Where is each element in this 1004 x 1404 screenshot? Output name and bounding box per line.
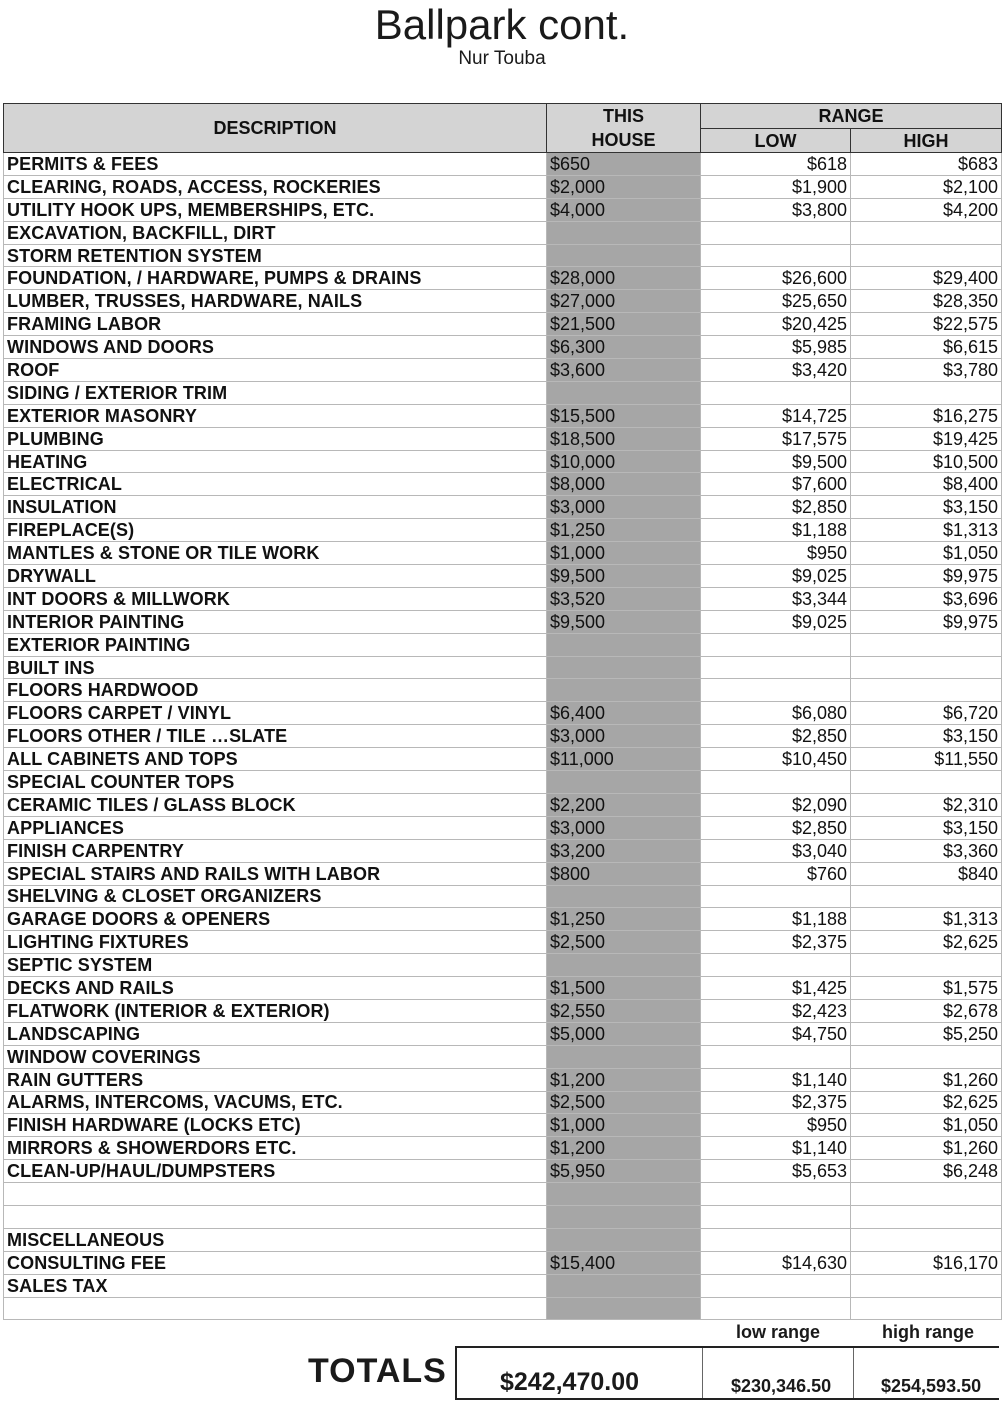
table-row [4,359,1002,382]
table-row [4,1068,1002,1091]
row-this-house: $3,000 [547,725,701,748]
row-description: EXCAVATION, BACKFILL, DIRT [4,221,547,244]
row-this-house [547,244,701,267]
row-this-house [547,1228,701,1251]
row-description: PERMITS & FEES [4,153,547,176]
table-row [4,496,1002,519]
row-high: $4,200 [851,198,1002,221]
row-this-house: $6,300 [547,336,701,359]
row-low: $3,040 [701,839,851,862]
row-description: FLATWORK (INTERIOR & EXTERIOR) [4,999,547,1022]
table-row [4,267,1002,290]
row-high: $16,275 [851,404,1002,427]
row-low: $7,600 [701,473,851,496]
row-high [851,679,1002,702]
row-low: $25,650 [701,290,851,313]
table-row [4,1114,1002,1137]
row-description [4,1297,547,1320]
table-row [4,1297,1002,1320]
row-low [701,1205,851,1228]
table-row [4,290,1002,313]
row-description: WINDOW COVERINGS [4,1045,547,1068]
row-high: $10,500 [851,450,1002,473]
row-description: SPECIAL STAIRS AND RAILS WITH LABOR [4,862,547,885]
table-row [4,175,1002,198]
row-this-house: $27,000 [547,290,701,313]
row-low: $2,850 [701,816,851,839]
row-this-house [547,381,701,404]
row-high [851,1228,1002,1251]
row-description [4,1205,547,1228]
row-low [701,1183,851,1206]
row-high [851,381,1002,404]
row-this-house [547,1045,701,1068]
table-row [4,748,1002,771]
table-row [4,313,1002,336]
table-row [4,565,1002,588]
row-this-house [547,633,701,656]
row-this-house: $1,000 [547,1114,701,1137]
row-description: FLOORS HARDWOOD [4,679,547,702]
table-row [4,450,1002,473]
row-this-house [547,1297,701,1320]
row-high: $3,360 [851,839,1002,862]
row-this-house: $9,500 [547,610,701,633]
row-high: $1,260 [851,1068,1002,1091]
row-high [851,221,1002,244]
this-house-header-line1: THIS [603,106,645,126]
row-description: FLOORS CARPET / VINYL [4,702,547,725]
row-low: $1,188 [701,908,851,931]
table-row [4,1205,1002,1228]
row-description: WINDOWS AND DOORS [4,336,547,359]
row-description: SEPTIC SYSTEM [4,954,547,977]
row-high: $6,615 [851,336,1002,359]
table-row [4,1137,1002,1160]
row-this-house: $18,500 [547,427,701,450]
row-description: INSULATION [4,496,547,519]
table-body [4,153,1002,1320]
range-header: RANGE [701,104,1002,129]
row-description: RAIN GUTTERS [4,1068,547,1091]
row-description: DRYWALL [4,565,547,588]
table-row [4,931,1002,954]
row-this-house: $3,600 [547,359,701,382]
row-low: $9,025 [701,610,851,633]
row-this-house: $6,400 [547,702,701,725]
row-low: $1,425 [701,977,851,1000]
row-high [851,244,1002,267]
total-low: $230,346.50 [731,1376,832,1396]
row-low: $2,375 [701,1091,851,1114]
row-description: MISCELLANEOUS [4,1228,547,1251]
page-subtitle: Nur Touba [458,48,546,69]
row-low: $3,420 [701,359,851,382]
table-header [4,104,1002,153]
row-description: HEATING [4,450,547,473]
row-description: SIDING / EXTERIOR TRIM [4,381,547,404]
row-high: $29,400 [851,267,1002,290]
row-low: $17,575 [701,427,851,450]
row-high: $5,250 [851,1022,1002,1045]
row-this-house: $2,550 [547,999,701,1022]
row-description: FIREPLACE(S) [4,519,547,542]
row-low: $2,375 [701,931,851,954]
table-row [4,1091,1002,1114]
row-description: FINISH HARDWARE (LOCKS ETC) [4,1114,547,1137]
totals-section [0,1322,1004,1404]
row-description: CLEARING, ROADS, ACCESS, ROCKERIES [4,175,547,198]
row-this-house: $2,500 [547,931,701,954]
row-this-house: $21,500 [547,313,701,336]
row-this-house [547,679,701,702]
row-low: $9,500 [701,450,851,473]
row-high: $11,550 [851,748,1002,771]
row-high [851,1205,1002,1228]
row-high: $3,696 [851,587,1002,610]
row-low: $5,985 [701,336,851,359]
row-low: $3,344 [701,587,851,610]
row-description: FINISH CARPENTRY [4,839,547,862]
table-row [4,816,1002,839]
row-description: LANDSCAPING [4,1022,547,1045]
row-description: ELECTRICAL [4,473,547,496]
totals-divider [702,1348,703,1398]
row-this-house: $5,950 [547,1160,701,1183]
row-high: $1,313 [851,908,1002,931]
row-this-house: $28,000 [547,267,701,290]
row-description: CLEAN-UP/HAUL/DUMPSTERS [4,1160,547,1183]
row-high: $16,170 [851,1251,1002,1274]
row-description: SHELVING & CLOSET ORGANIZERS [4,885,547,908]
row-description: LIGHTING FIXTURES [4,931,547,954]
table-row [4,679,1002,702]
row-description: GARAGE DOORS & OPENERS [4,908,547,931]
table-row [4,427,1002,450]
row-low: $14,725 [701,404,851,427]
row-description: BUILT INS [4,656,547,679]
row-description [4,1183,547,1206]
table-row [4,1251,1002,1274]
table-row [4,771,1002,794]
table-row [4,381,1002,404]
table-row [4,793,1002,816]
this-house-header-line2: HOUSE [591,130,656,150]
row-low: $1,140 [701,1068,851,1091]
high-range-label: high range [881,1322,974,1342]
row-high [851,1045,1002,1068]
row-low: $2,850 [701,725,851,748]
row-this-house: $5,000 [547,1022,701,1045]
row-this-house: $1,200 [547,1068,701,1091]
row-this-house: $650 [547,153,701,176]
row-this-house [547,1274,701,1297]
row-description: ROOF [4,359,547,382]
row-high: $19,425 [851,427,1002,450]
row-high: $6,248 [851,1160,1002,1183]
row-description: APPLIANCES [4,816,547,839]
row-low: $1,900 [701,175,851,198]
row-high: $3,150 [851,496,1002,519]
totals-divider [853,1348,854,1398]
row-description: FOUNDATION, / HARDWARE, PUMPS & DRAINS [4,267,547,290]
row-this-house [547,221,701,244]
row-low [701,221,851,244]
table-row [4,1045,1002,1068]
total-this-house: $242,470.00 [500,1368,640,1396]
low-range-label: low range [735,1322,820,1342]
row-this-house: $3,200 [547,839,701,862]
row-this-house [547,656,701,679]
row-low: $20,425 [701,313,851,336]
row-low: $950 [701,542,851,565]
table-row [4,1274,1002,1297]
row-high: $2,100 [851,175,1002,198]
row-low: $4,750 [701,1022,851,1045]
row-low [701,1274,851,1297]
table-row [4,1228,1002,1251]
row-high: $840 [851,862,1002,885]
row-description: SPECIAL COUNTER TOPS [4,771,547,794]
row-low: $26,600 [701,267,851,290]
row-high: $2,310 [851,793,1002,816]
row-this-house [547,954,701,977]
table-row [4,977,1002,1000]
row-description: MIRRORS & SHOWERDORS ETC. [4,1137,547,1160]
row-this-house: $2,500 [547,1091,701,1114]
row-description: INTERIOR PAINTING [4,610,547,633]
row-description: MANTLES & STONE OR TILE WORK [4,542,547,565]
this-house-header [547,104,701,153]
row-description: SALES TAX [4,1274,547,1297]
row-high [851,1297,1002,1320]
row-low [701,656,851,679]
table-row [4,198,1002,221]
row-this-house [547,771,701,794]
row-low: $2,850 [701,496,851,519]
row-description: UTILITY HOOK UPS, MEMBERSHIPS, ETC. [4,198,547,221]
table-row [4,1183,1002,1206]
low-header: LOW [701,129,851,153]
row-low [701,244,851,267]
row-low: $950 [701,1114,851,1137]
row-low: $9,025 [701,565,851,588]
row-high: $22,575 [851,313,1002,336]
row-low [701,633,851,656]
table-row [4,885,1002,908]
row-high [851,771,1002,794]
row-high: $683 [851,153,1002,176]
table-row [4,153,1002,176]
table-row [4,908,1002,931]
row-low: $10,450 [701,748,851,771]
row-this-house: $2,200 [547,793,701,816]
totals-label: TOTALS [308,1352,447,1390]
page-title: Ballpark cont. [374,1,630,48]
table-row [4,954,1002,977]
row-this-house: $1,000 [547,542,701,565]
table-row [4,336,1002,359]
table-row [4,221,1002,244]
row-description: CONSULTING FEE [4,1251,547,1274]
row-low: $2,090 [701,793,851,816]
row-high [851,633,1002,656]
table-row [4,1160,1002,1183]
row-this-house: $1,250 [547,519,701,542]
row-this-house: $15,500 [547,404,701,427]
row-this-house: $2,000 [547,175,701,198]
row-high: $1,050 [851,542,1002,565]
row-low: $618 [701,153,851,176]
row-description: FRAMING LABOR [4,313,547,336]
table-row [4,519,1002,542]
row-this-house: $1,500 [547,977,701,1000]
row-this-house: $1,200 [547,1137,701,1160]
row-high: $1,313 [851,519,1002,542]
row-low [701,1297,851,1320]
row-low [701,1045,851,1068]
table-row [4,656,1002,679]
description-header: DESCRIPTION [4,104,547,153]
row-high: $3,150 [851,725,1002,748]
row-description: EXTERIOR MASONRY [4,404,547,427]
row-this-house: $800 [547,862,701,885]
table-row [4,1022,1002,1045]
row-high: $1,260 [851,1137,1002,1160]
row-high: $3,150 [851,816,1002,839]
row-low: $1,140 [701,1137,851,1160]
row-description: ALARMS, INTERCOMS, VACUMS, ETC. [4,1091,547,1114]
row-low [701,885,851,908]
row-this-house: $9,500 [547,565,701,588]
table-row [4,633,1002,656]
row-low: $3,800 [701,198,851,221]
row-this-house: $8,000 [547,473,701,496]
table-row [4,725,1002,748]
row-high: $9,975 [851,565,1002,588]
row-high [851,885,1002,908]
row-this-house: $3,520 [547,587,701,610]
row-high: $9,975 [851,610,1002,633]
row-description: LUMBER, TRUSSES, HARDWARE, NAILS [4,290,547,313]
row-low [701,381,851,404]
row-description: DECKS AND RAILS [4,977,547,1000]
row-this-house: $15,400 [547,1251,701,1274]
row-low [701,1228,851,1251]
row-description: PLUMBING [4,427,547,450]
row-low: $6,080 [701,702,851,725]
table-row [4,404,1002,427]
row-this-house [547,1183,701,1206]
row-high: $8,400 [851,473,1002,496]
row-this-house: $11,000 [547,748,701,771]
table-row [4,862,1002,885]
row-high: $1,050 [851,1114,1002,1137]
row-this-house: $1,250 [547,908,701,931]
table-row [4,473,1002,496]
row-low: $5,653 [701,1160,851,1183]
row-description: CERAMIC TILES / GLASS BLOCK [4,793,547,816]
row-high [851,1183,1002,1206]
table-row [4,999,1002,1022]
row-low: $1,188 [701,519,851,542]
row-low: $14,630 [701,1251,851,1274]
row-this-house: $3,000 [547,816,701,839]
row-low [701,954,851,977]
table-row [4,839,1002,862]
row-this-house: $10,000 [547,450,701,473]
row-description: ALL CABINETS AND TOPS [4,748,547,771]
row-this-house [547,1205,701,1228]
row-description: FLOORS OTHER / TILE …SLATE [4,725,547,748]
row-high [851,1274,1002,1297]
total-high: $254,593.50 [881,1376,982,1396]
row-high [851,656,1002,679]
row-this-house [547,885,701,908]
high-header: HIGH [851,129,1002,153]
row-high: $2,678 [851,999,1002,1022]
row-this-house: $4,000 [547,198,701,221]
row-high: $28,350 [851,290,1002,313]
row-high: $1,575 [851,977,1002,1000]
row-low [701,679,851,702]
table-row [4,542,1002,565]
table-row [4,244,1002,267]
row-this-house: $3,000 [547,496,701,519]
row-description: INT DOORS & MILLWORK [4,587,547,610]
row-description: EXTERIOR PAINTING [4,633,547,656]
table-row [4,702,1002,725]
table-row [4,610,1002,633]
row-high [851,954,1002,977]
row-description: STORM RETENTION SYSTEM [4,244,547,267]
table-row [4,587,1002,610]
row-high: $2,625 [851,1091,1002,1114]
estimate-table [3,103,1002,1320]
row-high: $6,720 [851,702,1002,725]
row-high: $2,625 [851,931,1002,954]
row-low: $760 [701,862,851,885]
row-low: $2,423 [701,999,851,1022]
row-low [701,771,851,794]
row-high: $3,780 [851,359,1002,382]
